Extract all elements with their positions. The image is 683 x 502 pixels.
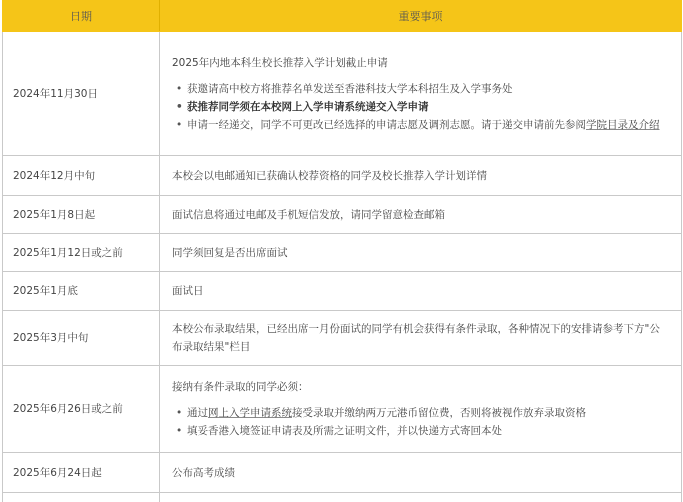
list-item-text: 接受录取并缴纳两万元港币留位费，否则将被视作放弃录取资格 [292, 407, 586, 419]
table-row [3, 366, 682, 453]
row-date: 2025年3月中旬 [3, 311, 160, 366]
row-date: 2025年6月24日起 [3, 453, 160, 493]
table-row [3, 234, 682, 272]
table-row [3, 493, 682, 502]
list-item: • 获推荐同学须在本校网上入学申请系统递交入学申请 [187, 98, 667, 116]
row-item: 本校会以电邮通知已获确认校荐资格的同学及校长推荐入学计划详情 [160, 156, 682, 196]
table-row [3, 156, 682, 196]
bullet-list [172, 80, 667, 134]
table-header-row [3, 1, 682, 32]
row-item: 同学须回复是否出席面试 [160, 234, 682, 272]
list-item-text: 申请一经递交，同学不可更改已经选择的申请志愿及调剂志愿。请于递交申请前先参阅 [187, 118, 586, 131]
row-item: 公布高考成绩 [160, 453, 682, 493]
list-item: • 获邀请高中校方将推荐名单发送至香港科技大学本科招生及入学事务处 [187, 80, 667, 98]
row-item: 面试日 [160, 272, 682, 311]
row-item [160, 366, 682, 453]
row-date: 2025年1月12日或之前 [3, 234, 160, 272]
row-item: 本校公布录取结果，已经出席一月份面试的同学有机会获得有条件录取，各种情况下的安排请参考下方"公布录取结果"栏目 [160, 311, 682, 366]
table-row [3, 311, 682, 366]
row-item-title: 2025年内地本科生校长推荐入学计划截止申请 [172, 56, 388, 69]
row-item [160, 493, 682, 502]
row-item-intro: 接纳有条件录取的同学必须： [172, 381, 309, 393]
list-item: • 填妥香港入境签证申请表及所需之证明文件，并以快递方式寄回本处 [187, 422, 667, 440]
header-date: 日期 [3, 1, 160, 32]
row-date: 2024年12月中旬 [3, 156, 160, 196]
schedule-table [2, 0, 682, 502]
header-item: 重要事项 [160, 1, 682, 32]
table-row [3, 196, 682, 234]
row-date: 2025年6月26日或之前 [3, 366, 160, 453]
row-date [3, 493, 160, 502]
row-date: 2025年1月底 [3, 272, 160, 311]
list-item [187, 404, 667, 422]
online-application-link[interactable]: 网上入学申请系统 [208, 407, 292, 419]
table-row [3, 32, 682, 156]
faculty-directory-link[interactable]: 学院目录及介绍 [586, 118, 660, 131]
list-item [187, 116, 667, 134]
row-date: 2024年11月30日 [3, 32, 160, 156]
row-date: 2025年1月8日起 [3, 196, 160, 234]
list-item-text: 通过 [187, 407, 208, 419]
row-item [160, 32, 682, 156]
bullet-list [172, 404, 667, 440]
table-row [3, 453, 682, 493]
table-row [3, 272, 682, 311]
row-item: 面试信息将通过电邮及手机短信发放，请同学留意检查邮箱 [160, 196, 682, 234]
